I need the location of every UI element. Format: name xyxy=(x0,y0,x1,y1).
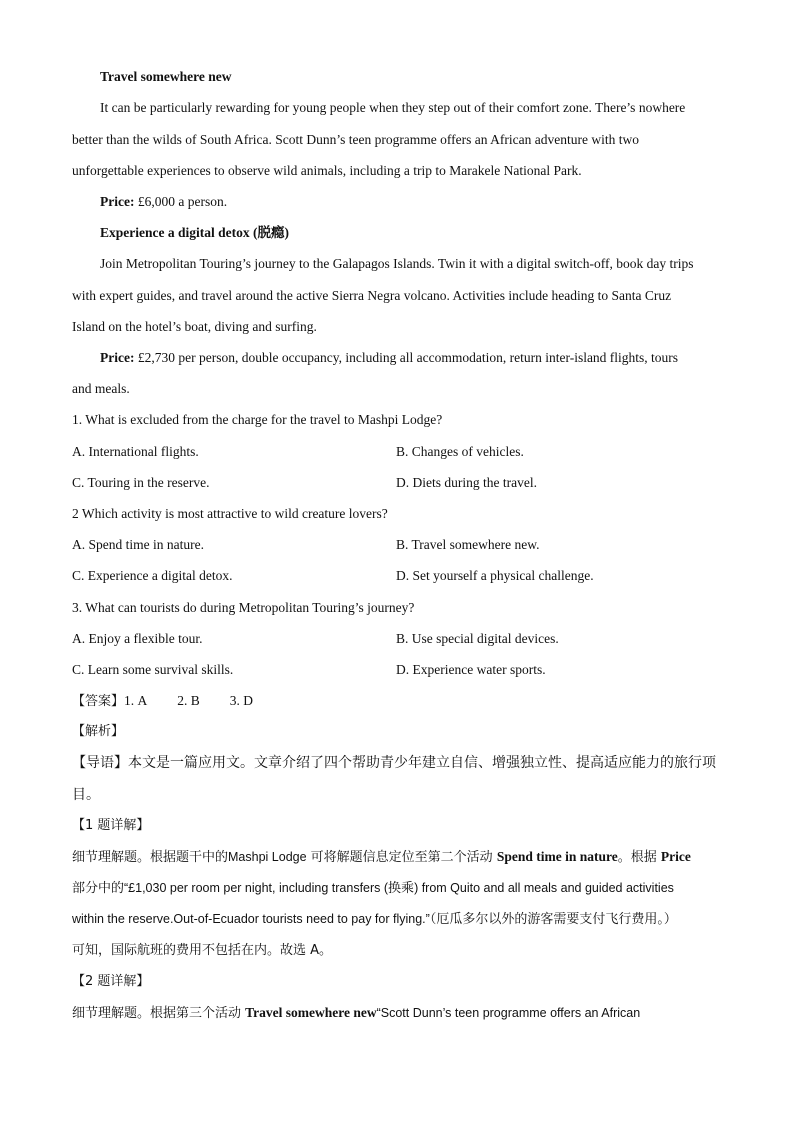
q2-detail-label: 【2 题详解】 xyxy=(72,974,150,989)
option-d: D. Diets during the travel. xyxy=(396,475,537,490)
guide-line xyxy=(72,754,716,772)
paragraph-line: unforgettable experiences to observe wild animals, including a trip to Marakele National Park. xyxy=(72,163,582,178)
section-title-digital-detox: Experience a digital detox (脱瘾) xyxy=(100,225,289,240)
q1-text: 细节理解题。根据题干中的 xyxy=(72,850,229,865)
q1-price-keyword: Price xyxy=(660,849,691,864)
option-d: D. Experience water sports. xyxy=(396,662,546,677)
paragraph-line: Join Metropolitan Touring’s journey to the Galapagos Islands. Twin it with a digital switch-off, book day trips xyxy=(100,256,694,271)
option-c: C. Touring in the reserve. xyxy=(72,475,210,490)
q1-keyword: Mashpi Lodge xyxy=(228,850,307,864)
q2-detail-line-1 xyxy=(72,1004,640,1023)
option-b: B. Use special digital devices. xyxy=(396,631,559,646)
option-a: A. Enjoy a flexible tour. xyxy=(72,631,203,646)
answer-line xyxy=(72,692,253,711)
question-stem: 2 Which activity is most attractive to wild creature lovers? xyxy=(72,506,388,521)
paragraph-line: Island on the hotel’s boat, diving and surfing. xyxy=(72,319,317,334)
q1-activity: Spend time in nature xyxy=(496,849,618,864)
answer-1: 1. A xyxy=(124,693,148,708)
option-b: B. Changes of vehicles. xyxy=(396,444,524,459)
q1-quote: within the reserve.Out-of-Ecuador tourists need to pay for flying.” xyxy=(72,912,430,926)
q2-activity: Travel somewhere new xyxy=(245,1005,377,1020)
q1-text: 可将解题信息定位至第二个活动 xyxy=(306,850,497,865)
guide-line-2: 目。 xyxy=(72,787,100,803)
q1-detail-line-4: 可知，国际航班的费用不包括在内。故选 A。 xyxy=(72,943,333,958)
paragraph-line: with expert guides, and travel around the active Sierra Negra volcano. Activities include heading to Santa Cruz xyxy=(72,288,672,303)
option-d: D. Set yourself a physical challenge. xyxy=(396,568,594,583)
q1-text: 。根据 xyxy=(617,850,661,865)
section-title-travel-somewhere-new: Travel somewhere new xyxy=(100,69,232,84)
paragraph-line: It can be particularly rewarding for young people when they step out of their comfort zone. There’s nowhere xyxy=(100,100,686,115)
price-label: Price: xyxy=(100,350,135,365)
price-label: Price: xyxy=(100,194,135,209)
q1-detail-line-3 xyxy=(72,910,677,929)
question-stem: 1. What is excluded from the charge for the travel to Mashpi Lodge? xyxy=(72,412,443,427)
q1-quote: ) from Quito and all meals and guided activities xyxy=(414,881,674,895)
option-c: C. Experience a digital detox. xyxy=(72,568,233,583)
guide-label: 【导语】 xyxy=(72,755,128,771)
answer-2: 2. B xyxy=(177,693,200,708)
answer-label: 【答案】 xyxy=(72,694,125,709)
option-a: A. International flights. xyxy=(72,444,199,459)
price-line xyxy=(100,193,227,211)
q1-text: 部分中的 xyxy=(72,881,125,896)
option-b: B. Travel somewhere new. xyxy=(396,537,540,552)
q2-text: 细节理解题。根据第三个活动 xyxy=(72,1006,246,1021)
answer-3: 3. D xyxy=(229,693,254,708)
option-c: C. Learn some survival skills. xyxy=(72,662,234,677)
price-value: £6,000 a person. xyxy=(134,194,228,209)
price-line xyxy=(100,349,678,367)
price-value: £2,730 per person, double occupancy, including all accommodation, return inter-island flights, tours xyxy=(134,350,679,365)
q1-detail-label: 【1 题详解】 xyxy=(72,818,150,833)
option-a: A. Spend time in nature. xyxy=(72,537,204,552)
q1-quote: “£1,030 per room per night, including transfers ( xyxy=(124,881,389,895)
paragraph-line: better than the wilds of South Africa. Scott Dunn’s teen programme offers an African adventure with two xyxy=(72,132,639,147)
guide-text: 本文是一篇应用文。文章介绍了四个帮助青少年建立自信、增强独立性、提高适应能力的旅行项 xyxy=(128,755,716,771)
q1-detail-line-2 xyxy=(72,879,674,898)
question-stem: 3. What can tourists do during Metropolitan Touring’s journey? xyxy=(72,600,415,615)
q2-quote: “Scott Dunn’s teen programme offers an African xyxy=(376,1006,641,1020)
analysis-label: 【解析】 xyxy=(72,724,125,739)
q1-detail-line-1 xyxy=(72,848,691,867)
paragraph-line: and meals. xyxy=(72,381,130,396)
q1-text: 换乘 xyxy=(388,881,415,896)
q1-translation: （厄瓜多尔以外的游客需要支付飞行费用。） xyxy=(429,912,677,927)
